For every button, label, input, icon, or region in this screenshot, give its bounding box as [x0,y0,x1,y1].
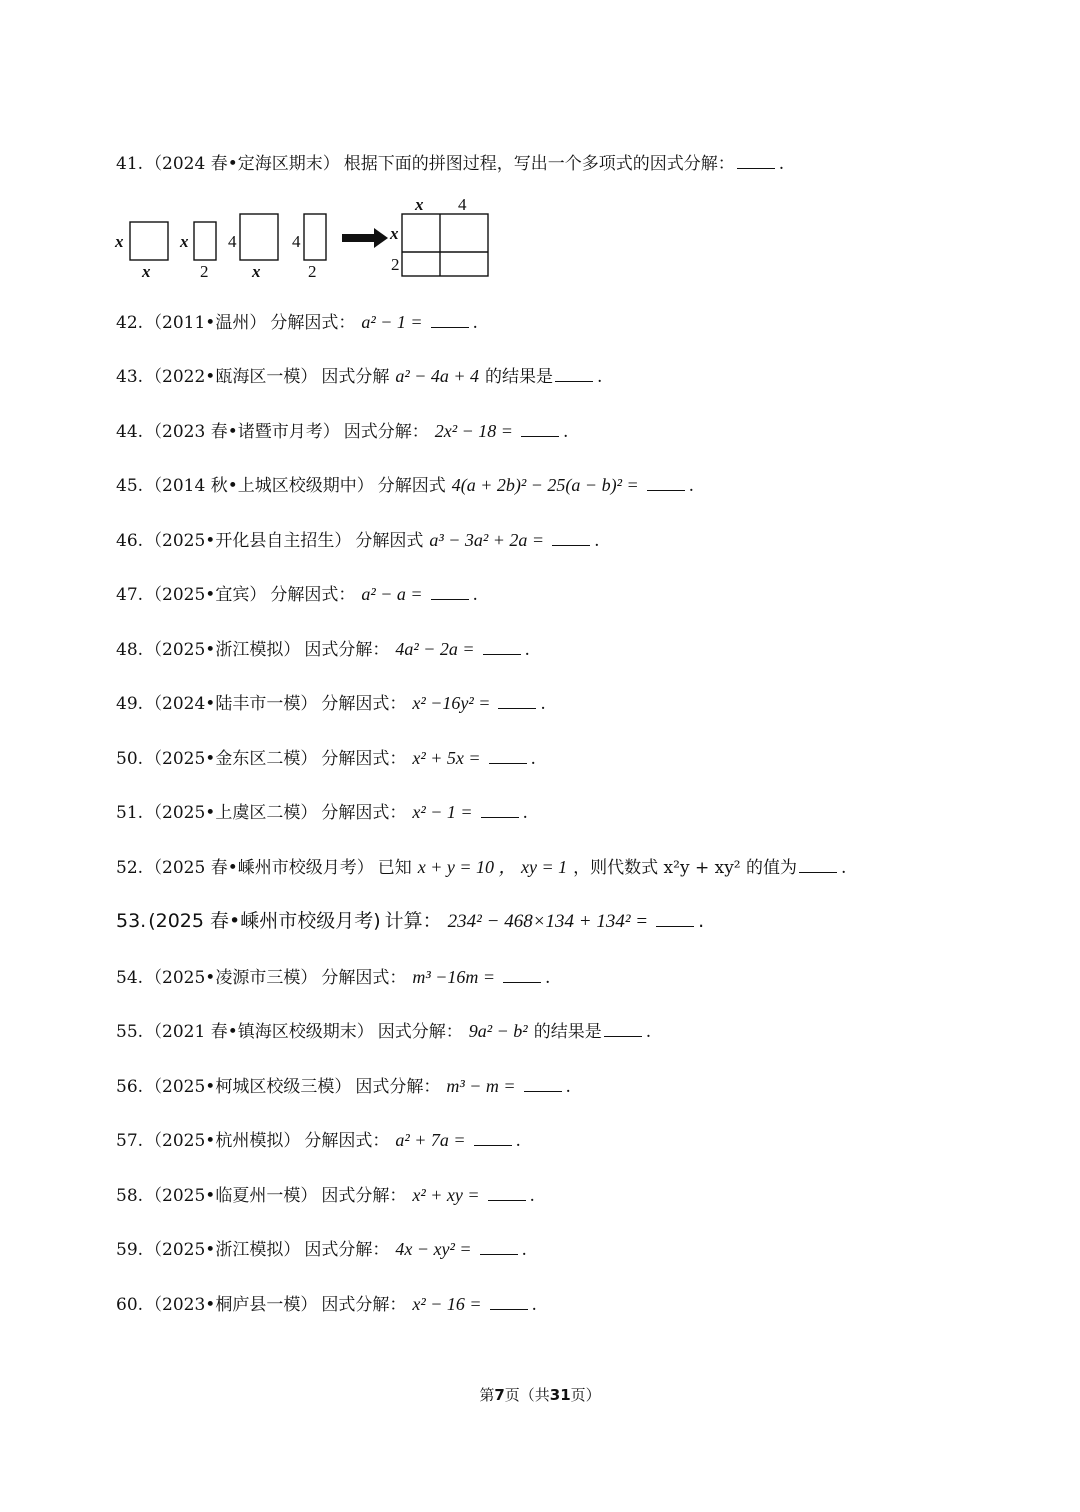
question-source: （2025•柯城区校级三模） [145,1077,352,1097]
question-number: 54. [116,968,144,988]
answer-blank[interactable] [503,968,541,983]
question-math: 9a² − b² [468,1021,528,1041]
question-stem: 分解因式 [377,476,446,496]
question-source: （2025•浙江模拟） [145,1240,301,1260]
answer-blank[interactable] [481,803,519,818]
question-stem: 因式分解 [321,367,390,387]
question-source: （2022•瓯海区一模） [145,367,318,387]
question-math: 234² − 468×134 + 134² = [447,911,649,932]
answer-blank[interactable] [480,1240,518,1255]
question-stem: 计算： [384,910,442,932]
question-50 [116,746,536,771]
question-end: . [562,422,569,442]
question-number: 46. [116,531,144,551]
result-top-label-2: 4 [458,195,467,214]
question-math: x² + 5x = [412,748,481,768]
result-left-label-1: x [390,224,399,243]
question-end: . [565,1077,571,1097]
answer-blank[interactable] [483,640,521,655]
question-source: （2025 春•嵊州市校级月考） [145,858,374,878]
question-math: a³ − 3a² + 2a = [429,530,545,550]
question-43 [116,364,602,389]
answer-blank[interactable] [552,531,590,546]
question-source: （2011•温州） [145,313,267,333]
question-math: a² − 4a + 4 [395,366,480,386]
question-number: 41. [116,154,144,174]
question-math: 4(a + 2b)² − 25(a − b)² = [451,475,639,495]
question-stem: 根据下面的拼图过程，写出一个多项式的因式分解： [343,154,735,174]
answer-blank[interactable] [647,476,685,491]
question-math: m³ −16m = [412,967,496,987]
question-56 [116,1074,571,1099]
question-53 [116,909,704,934]
question-number: 60. [116,1295,144,1315]
answer-blank[interactable] [488,1186,526,1201]
piece1-bottom-label: x [142,262,151,281]
question-42 [116,310,478,335]
question-stem: 因式分解： [304,640,390,660]
question-60 [116,1292,537,1317]
arrow-right-icon [342,228,388,248]
question-stem: 分解因式： [321,968,407,988]
question-49 [116,691,546,716]
question-number: 48. [116,640,144,660]
question-stem: 分解因式： [270,313,356,333]
question-end: . [698,910,705,932]
question-end: . [545,968,551,988]
question-end: . [841,858,847,878]
result-top-label-1: x [415,195,424,214]
question-stem: 因式分解： [377,1022,463,1042]
question-end: . [594,531,600,551]
question-math: a² − a = [361,584,423,604]
question-57 [116,1128,521,1153]
question-math: 4x − xy² = [395,1239,472,1259]
question-44 [116,419,568,444]
question-source: （2025•杭州模拟） [145,1131,301,1151]
question-number: 47. [116,585,144,605]
piece2-bottom-label: 2 [200,262,209,281]
question-number: 45. [116,476,144,496]
answer-blank[interactable] [474,1131,512,1146]
question-end: . [688,476,695,496]
question-48 [116,637,530,662]
question-52 [116,855,846,880]
answer-blank[interactable] [737,154,775,169]
question-stem: 已知 [377,858,412,878]
piece4-bottom-label: 2 [308,262,317,281]
footer-suffix: 页） [570,1386,601,1404]
question-end: . [645,1022,652,1042]
question-number: 42. [116,313,144,333]
question-end: . [540,694,546,714]
question-tail: 的结果是 [485,367,554,387]
question-end: . [472,313,478,333]
question-number: 58. [116,1186,144,1206]
answer-blank[interactable] [604,1022,642,1037]
puzzle-figure [112,192,502,284]
question-46 [116,528,599,553]
answer-blank[interactable] [490,1295,528,1310]
question-math: m³ − m = [446,1076,516,1096]
question-source: （2024 春•定海区期末） [145,154,340,174]
question-stem: 分解因式 [355,531,424,551]
question-end: . [472,585,478,605]
question-59 [116,1237,527,1262]
question-math: a² − 1 = [361,312,423,332]
question-source: （2024•陆丰市一模） [145,694,318,714]
question-stem: 因式分解： [355,1077,441,1097]
question-math: 4a² − 2a = [395,639,475,659]
question-end: . [521,1240,527,1260]
question-math: 2x² − 18 = [434,421,513,441]
question-source: （2023•桐庐县一模） [145,1295,318,1315]
question-number: 55. [116,1022,144,1042]
question-58 [116,1183,535,1208]
answer-blank[interactable] [799,858,837,873]
piece-rect-4-x [228,214,278,281]
question-number: 49. [116,694,144,714]
piece3-left-label: 4 [228,232,237,251]
piece-square-x-x [114,222,168,281]
piece-rect-x-2 [179,222,216,281]
question-stem: 因式分解： [343,422,429,442]
question-stem: 因式分解： [321,1186,407,1206]
question-source: （2021 春•镇海区校级期末） [145,1022,374,1042]
question-end: . [778,154,785,174]
question-source: （2025•金东区二模） [145,749,318,769]
question-number: 43. [116,367,144,387]
question-tail: 的结果是 [533,1022,602,1042]
question-stem: 分解因式： [321,803,407,823]
answer-blank[interactable] [489,749,527,764]
question-source: （2023 春•诸暨市月考） [145,422,340,442]
question-source: （2014 秋•上城区校级期中） [145,476,374,496]
question-end: . [531,1295,537,1315]
question-math: a² + 7a = [395,1130,466,1150]
question-source: （2025•上虞区二模） [145,803,318,823]
question-stem: 分解因式： [321,749,407,769]
question-number: 51. [116,803,144,823]
answer-blank[interactable] [431,585,469,600]
question-tail: ，则代数式 x²y + xy² 的值为 [573,858,798,878]
question-number: 57. [116,1131,144,1151]
question-55 [116,1019,651,1044]
question-stem: 分解因式： [270,585,356,605]
question-source: （2025•宜宾） [145,585,267,605]
question-stem: 分解因式： [304,1131,390,1151]
piece4-left-label: 4 [292,232,301,251]
question-51 [116,800,528,825]
question-number: 56. [116,1077,144,1097]
question-source: （2025•凌源市三模） [145,968,318,988]
question-54 [116,965,550,990]
footer-prefix: 第 [479,1386,495,1404]
question-number: 50. [116,749,144,769]
question-source: （2025•开化县自主招生） [145,531,352,551]
question-math: x² −16y² = [412,693,491,713]
question-41 [116,152,784,176]
answer-blank[interactable] [431,313,469,328]
piece1-left-label: x [115,232,124,251]
question-end: . [524,640,530,660]
question-end: . [522,803,528,823]
piece-rect-4-2 [292,214,326,281]
footer-middle: 页（共 [504,1386,550,1404]
question-number: 53. [116,910,147,932]
question-stem: 分解因式： [321,694,407,714]
result-left-label-2: 2 [391,255,400,274]
question-source: （2025•临夏州一模） [145,1186,318,1206]
question-end: . [529,1186,535,1206]
piece2-left-label: x [180,232,189,251]
answer-blank[interactable] [656,912,694,927]
question-end: . [530,749,536,769]
piece3-bottom-label: x [252,262,261,281]
assembled-rectangle [389,195,488,276]
question-math: x² + xy = [412,1185,480,1205]
question-45 [116,473,694,498]
question-source: (2025 春•嵊州市校级月考) [148,910,381,932]
answer-blank[interactable] [555,367,593,382]
question-source: （2025•浙江模拟） [145,640,301,660]
question-end: . [515,1131,521,1151]
answer-blank[interactable] [524,1077,562,1092]
question-stem: 因式分解： [321,1295,407,1315]
footer-total-pages: 31 [549,1386,571,1404]
question-math: x + y = 10 ， xy = 1 [417,857,568,877]
footer-page-number: 7 [494,1386,505,1404]
question-number: 52. [116,858,144,878]
answer-blank[interactable] [498,694,536,709]
question-number: 44. [116,422,144,442]
question-end: . [597,367,603,387]
question-stem: 因式分解： [304,1240,390,1260]
answer-blank[interactable] [521,422,559,437]
question-number: 59. [116,1240,144,1260]
question-math: x² − 1 = [412,802,473,822]
question-47 [116,582,478,607]
page-footer [0,1384,1080,1405]
question-math: x² − 16 = [412,1294,482,1314]
